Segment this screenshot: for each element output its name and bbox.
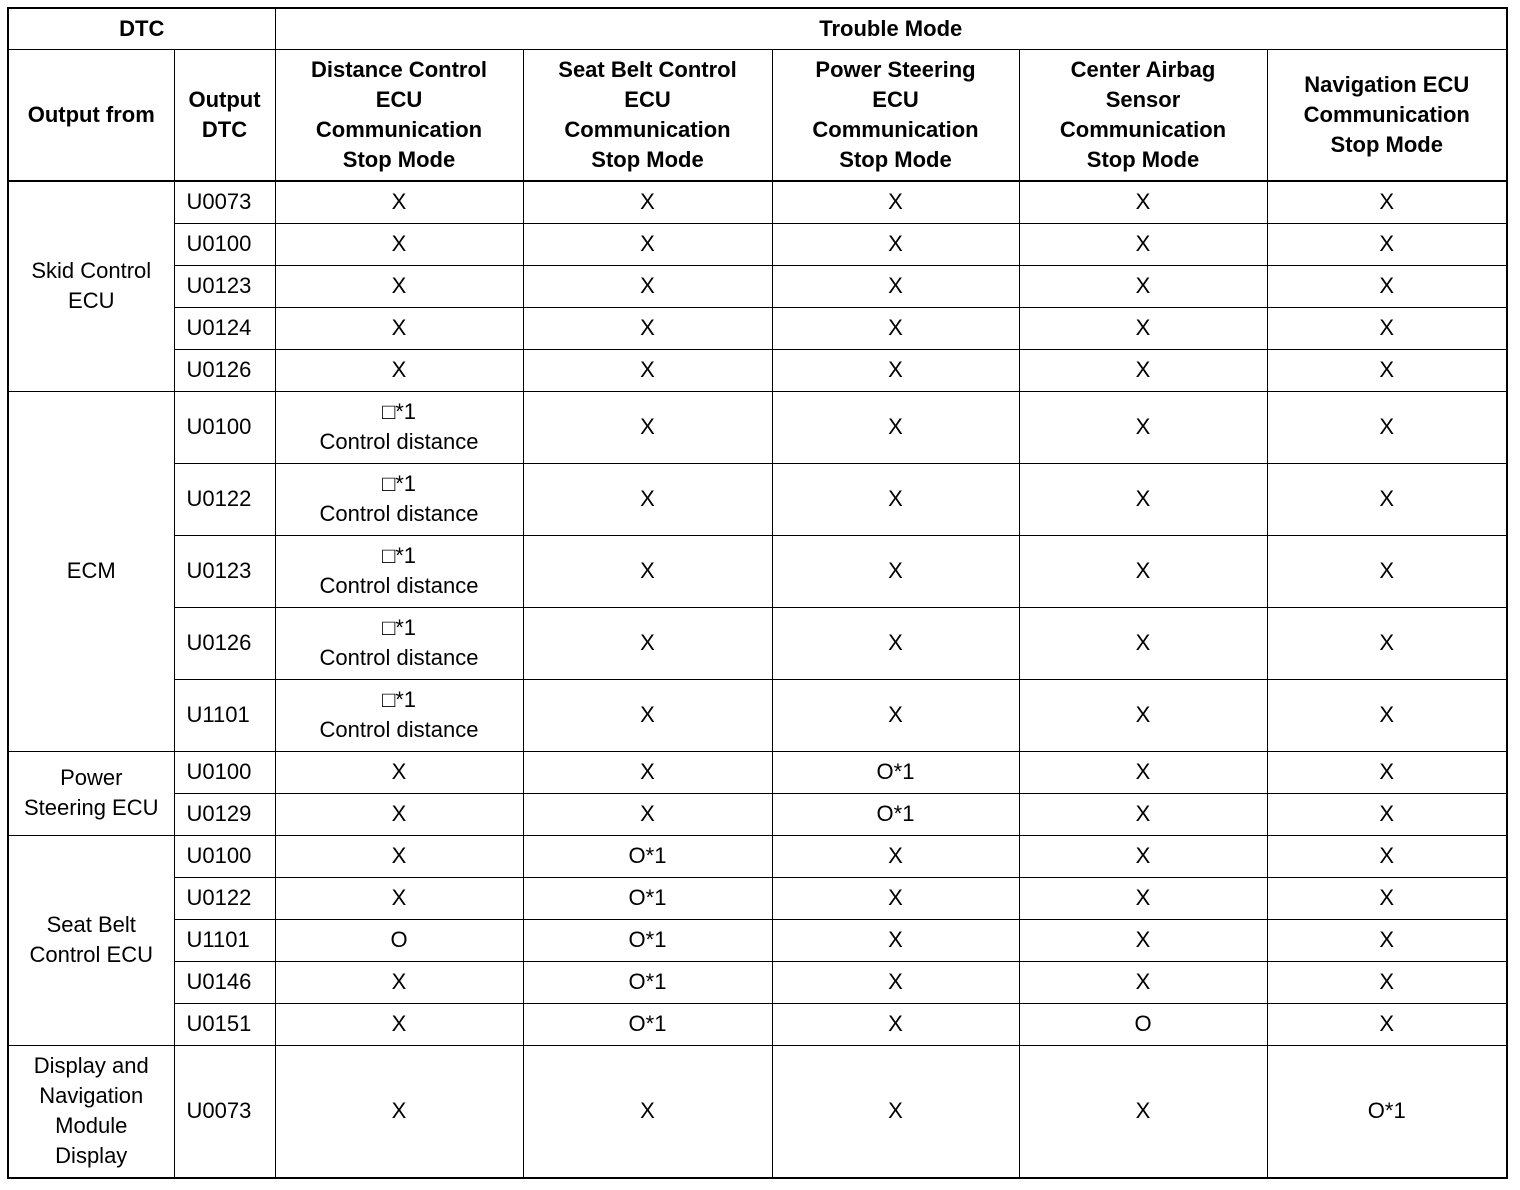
- mode-result-cell: X: [1019, 751, 1267, 793]
- mode-result-cell: □*1 Control distance: [275, 535, 523, 607]
- mode-result-cell: X: [1267, 349, 1507, 391]
- table-body: [8, 181, 1507, 1178]
- mode-result-cell: X: [275, 961, 523, 1003]
- output-from-cell: Skid Control ECU: [8, 181, 174, 391]
- dtc-code-cell: U0126: [174, 349, 275, 391]
- mode-result-cell: X: [275, 307, 523, 349]
- mode-header-seat-belt: Seat Belt Control ECU Communication Stop Mode: [523, 49, 772, 181]
- output-from-cell: Seat Belt Control ECU: [8, 835, 174, 1045]
- mode-result-cell: X: [1267, 1003, 1507, 1045]
- mode-result-cell: X: [772, 307, 1019, 349]
- mode-result-cell: X: [772, 391, 1019, 463]
- mode-result-cell: O: [275, 919, 523, 961]
- mode-result-cell: X: [1019, 307, 1267, 349]
- mode-result-cell: X: [523, 535, 772, 607]
- mode-result-cell: X: [1019, 1045, 1267, 1178]
- mode-result-cell: X: [772, 679, 1019, 751]
- mode-result-cell: X: [1019, 463, 1267, 535]
- dtc-code-cell: U1101: [174, 919, 275, 961]
- mode-header-navigation: Navigation ECU Communication Stop Mode: [1267, 49, 1507, 181]
- dtc-code-cell: U0151: [174, 1003, 275, 1045]
- mode-result-cell: X: [772, 1003, 1019, 1045]
- table-row: [8, 835, 1507, 877]
- mode-result-cell: O*1: [523, 961, 772, 1003]
- mode-result-cell: X: [1019, 349, 1267, 391]
- mode-result-cell: X: [1019, 835, 1267, 877]
- mode-result-cell: X: [772, 463, 1019, 535]
- dtc-trouble-mode-table: [7, 7, 1508, 1179]
- mode-result-cell: X: [1267, 223, 1507, 265]
- dtc-code-cell: U1101: [174, 679, 275, 751]
- mode-result-cell: O: [1019, 1003, 1267, 1045]
- mode-result-cell: X: [1019, 793, 1267, 835]
- output-from-cell: Power Steering ECU: [8, 751, 174, 835]
- table-row: [8, 607, 1507, 679]
- dtc-code-cell: U0100: [174, 391, 275, 463]
- mode-result-cell: O*1: [523, 919, 772, 961]
- table-row: [8, 223, 1507, 265]
- dtc-code-cell: U0123: [174, 535, 275, 607]
- mode-header-center-airbag: Center Airbag Sensor Communication Stop Mode: [1019, 49, 1267, 181]
- mode-result-cell: X: [772, 181, 1019, 223]
- mode-result-cell: X: [275, 793, 523, 835]
- mode-result-cell: X: [772, 607, 1019, 679]
- dtc-code-cell: U0129: [174, 793, 275, 835]
- mode-result-cell: X: [1267, 463, 1507, 535]
- mode-result-cell: X: [275, 1045, 523, 1178]
- mode-result-cell: X: [772, 223, 1019, 265]
- mode-result-cell: X: [772, 265, 1019, 307]
- table-row: [8, 679, 1507, 751]
- table-row: [8, 1045, 1507, 1178]
- table-row: [8, 181, 1507, 223]
- mode-result-cell: X: [1267, 181, 1507, 223]
- table-row: [8, 349, 1507, 391]
- mode-result-cell: X: [1019, 961, 1267, 1003]
- mode-result-cell: O*1: [1267, 1045, 1507, 1178]
- mode-result-cell: X: [523, 751, 772, 793]
- mode-header-power-steering: Power Steering ECU Communication Stop Mode: [772, 49, 1019, 181]
- mode-result-cell: O*1: [523, 877, 772, 919]
- mode-result-cell: X: [772, 919, 1019, 961]
- mode-result-cell: □*1 Control distance: [275, 463, 523, 535]
- mode-result-cell: X: [772, 877, 1019, 919]
- table-row: [8, 535, 1507, 607]
- mode-result-cell: X: [1267, 679, 1507, 751]
- table-row: [8, 307, 1507, 349]
- dtc-code-cell: U0122: [174, 463, 275, 535]
- table-row: [8, 961, 1507, 1003]
- mode-result-cell: X: [275, 223, 523, 265]
- mode-result-cell: X: [1267, 919, 1507, 961]
- table-row: [8, 877, 1507, 919]
- mode-result-cell: X: [523, 349, 772, 391]
- mode-result-cell: X: [523, 463, 772, 535]
- table-row: [8, 793, 1507, 835]
- mode-result-cell: X: [275, 751, 523, 793]
- mode-result-cell: X: [523, 391, 772, 463]
- dtc-code-cell: U0122: [174, 877, 275, 919]
- mode-result-cell: X: [772, 1045, 1019, 1178]
- dtc-code-cell: U0126: [174, 607, 275, 679]
- table-row: [8, 391, 1507, 463]
- mode-result-cell: X: [1267, 391, 1507, 463]
- table-row: [8, 751, 1507, 793]
- dtc-code-cell: U0100: [174, 223, 275, 265]
- mode-result-cell: X: [1019, 181, 1267, 223]
- dtc-code-cell: U0123: [174, 265, 275, 307]
- mode-result-cell: O*1: [772, 793, 1019, 835]
- mode-result-cell: X: [1267, 877, 1507, 919]
- mode-result-cell: X: [1267, 307, 1507, 349]
- mode-result-cell: X: [772, 835, 1019, 877]
- mode-result-cell: X: [1267, 535, 1507, 607]
- mode-result-cell: X: [1019, 265, 1267, 307]
- table-row: [8, 919, 1507, 961]
- mode-result-cell: X: [1267, 793, 1507, 835]
- mode-result-cell: □*1 Control distance: [275, 391, 523, 463]
- mode-result-cell: X: [523, 607, 772, 679]
- mode-result-cell: X: [1019, 535, 1267, 607]
- output-from-cell: Display and Navigation Module Display: [8, 1045, 174, 1178]
- mode-result-cell: X: [1267, 751, 1507, 793]
- mode-result-cell: X: [523, 793, 772, 835]
- mode-result-cell: □*1 Control distance: [275, 679, 523, 751]
- dtc-code-cell: U0100: [174, 751, 275, 793]
- dtc-header: DTC: [8, 8, 275, 49]
- mode-result-cell: X: [1267, 961, 1507, 1003]
- mode-result-cell: X: [1019, 607, 1267, 679]
- mode-result-cell: X: [1267, 607, 1507, 679]
- output-dtc-header: Output DTC: [174, 49, 275, 181]
- mode-result-cell: □*1 Control distance: [275, 607, 523, 679]
- mode-result-cell: X: [1019, 679, 1267, 751]
- mode-result-cell: X: [1019, 391, 1267, 463]
- mode-result-cell: X: [523, 265, 772, 307]
- table-row: [8, 1003, 1507, 1045]
- trouble-mode-header: Trouble Mode: [275, 8, 1507, 49]
- dtc-code-cell: U0073: [174, 181, 275, 223]
- mode-result-cell: X: [1267, 835, 1507, 877]
- dtc-code-cell: U0146: [174, 961, 275, 1003]
- mode-result-cell: O*1: [523, 1003, 772, 1045]
- table-row: [8, 265, 1507, 307]
- mode-header-distance-control: Distance Control ECU Communication Stop Mode: [275, 49, 523, 181]
- mode-result-cell: X: [523, 223, 772, 265]
- mode-result-cell: X: [275, 835, 523, 877]
- mode-result-cell: X: [275, 181, 523, 223]
- mode-result-cell: X: [1267, 265, 1507, 307]
- mode-result-cell: X: [523, 1045, 772, 1178]
- mode-result-cell: X: [1019, 877, 1267, 919]
- mode-result-cell: X: [1019, 223, 1267, 265]
- mode-result-cell: X: [523, 181, 772, 223]
- mode-result-cell: O*1: [772, 751, 1019, 793]
- output-from-cell: ECM: [8, 391, 174, 751]
- dtc-code-cell: U0100: [174, 835, 275, 877]
- table-row: [8, 463, 1507, 535]
- output-from-header: Output from: [8, 49, 174, 181]
- mode-result-cell: O*1: [523, 835, 772, 877]
- mode-result-cell: X: [275, 1003, 523, 1045]
- mode-result-cell: X: [772, 961, 1019, 1003]
- dtc-code-cell: U0073: [174, 1045, 275, 1178]
- mode-result-cell: X: [275, 265, 523, 307]
- mode-result-cell: X: [275, 349, 523, 391]
- dtc-code-cell: U0124: [174, 307, 275, 349]
- mode-result-cell: X: [772, 535, 1019, 607]
- mode-result-cell: X: [1019, 919, 1267, 961]
- mode-result-cell: X: [275, 877, 523, 919]
- mode-result-cell: X: [523, 307, 772, 349]
- mode-result-cell: X: [523, 679, 772, 751]
- mode-result-cell: X: [772, 349, 1019, 391]
